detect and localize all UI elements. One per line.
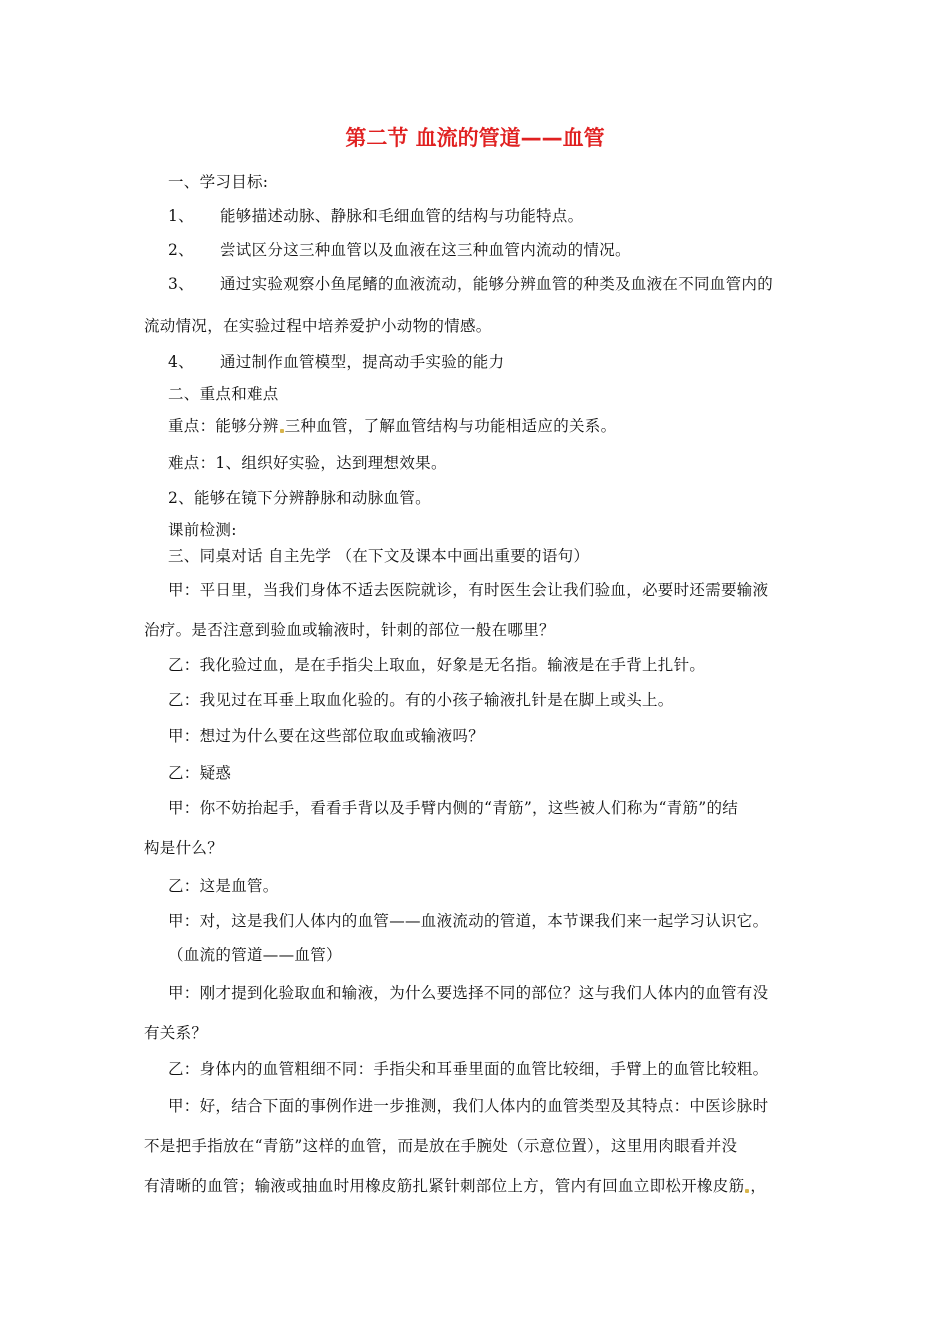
section-heading: 一、学习目标: bbox=[168, 173, 269, 191]
dialog-line: 治疗。是否注意到验血或输液时，针刺的部位一般在哪里？ bbox=[144, 621, 555, 639]
section-heading: 二、重点和难点 bbox=[168, 385, 279, 403]
goal-number: 2、 bbox=[168, 241, 194, 259]
goal-text: 通过实验观察小鱼尾鳍的血液流动，能够分辨血管的种类及血液在不同血管内的 bbox=[220, 275, 774, 293]
dialog-line: 乙：我见过在耳垂上取血化验的。有的小孩子输液扎针是在脚上或头上。 bbox=[168, 691, 674, 709]
dialog-line: 甲：对，这是我们人体内的血管——血液流动的管道，本节课我们来一起学习认识它。 bbox=[168, 912, 769, 930]
dialog-line: 甲：你不妨抬起手，看看手背以及手臂内侧的“青筋”，这些被人们称为“青筋”的结 bbox=[168, 799, 739, 817]
key-point-label: 重点：能够分辨 bbox=[168, 417, 279, 435]
mark-dot bbox=[745, 1189, 749, 1193]
dialog-line: 有关系？ bbox=[144, 1024, 208, 1042]
key-point-text: 三种血管，了解血管结构与功能相适应的关系。 bbox=[284, 417, 617, 435]
dialog-line: 乙：身体内的血管粗细不同：手指尖和耳垂里面的血管比较细，手臂上的血管比较粗。 bbox=[168, 1060, 769, 1078]
paragraph-line: 2、能够在镜下分辨静脉和动脉血管。 bbox=[168, 489, 431, 507]
dialog-line: 甲：想过为什么要在这些部位取血或输液吗？ bbox=[168, 727, 485, 745]
dialog-line: 甲：平日里，当我们身体不适去医院就诊，有时医生会让我们验血，必要时还需要输液 bbox=[168, 581, 769, 599]
paragraph-line: 流动情况，在实验过程中培养爱护小动物的情感。 bbox=[144, 317, 492, 335]
dialog-line: 乙：我化验过血，是在手指尖上取血，好象是无名指。输液是在手背上扎针。 bbox=[168, 656, 706, 674]
dialog-text: 有清晰的血管；输液或抽血时用橡皮筋扎紧针刺部位上方，管内有回血立即松开橡皮筋 bbox=[144, 1177, 745, 1195]
dialog-line bbox=[144, 1176, 766, 1196]
page-title: 第二节 血流的管道——血管 bbox=[345, 126, 605, 150]
paragraph-line: 难点：1、组织好实验，达到理想效果。 bbox=[168, 454, 447, 472]
dialog-line: 构是什么？ bbox=[144, 839, 224, 857]
dialog-line: 乙：疑惑 bbox=[168, 764, 232, 782]
dialog-line: 乙：这是血管。 bbox=[168, 877, 279, 895]
paragraph-line: 课前检测: bbox=[168, 521, 237, 539]
goal-text: 通过制作血管模型，提高动手实验的能力 bbox=[220, 353, 505, 371]
goal-text: 能够描述动脉、静脉和毛细血管的结构与功能特点。 bbox=[220, 207, 584, 225]
dialog-line: 甲：好，结合下面的事例作进一步推测，我们人体内的血管类型及其特点：中医诊脉时 bbox=[168, 1097, 769, 1115]
goal-item bbox=[168, 274, 773, 294]
goal-item bbox=[168, 206, 583, 226]
goal-text: 尝试区分这三种血管以及血液在这三种血管内流动的情况。 bbox=[220, 241, 631, 259]
goal-number: 1、 bbox=[168, 207, 194, 225]
dialog-line: （血流的管道——血管） bbox=[168, 946, 342, 964]
paragraph-line bbox=[168, 416, 616, 436]
goal-item bbox=[168, 240, 631, 260]
goal-number: 3、 bbox=[168, 275, 194, 293]
dialog-line: 不是把手指放在“青筋”这样的血管，而是放在手腕处（示意位置），这里用肉眼看并没 bbox=[144, 1137, 738, 1155]
dialog-line: 甲：刚才提到化验取血和输液，为什么要选择不同的部位？这与我们人体内的血管有没 bbox=[168, 984, 769, 1002]
dialog-punctuation: ， bbox=[750, 1177, 767, 1195]
mark-dot bbox=[280, 429, 284, 433]
goal-number: 4、 bbox=[168, 353, 194, 371]
goal-item bbox=[168, 352, 504, 372]
section-heading: 三、同桌对话 自主先学 （在下文及课本中画出重要的语句） bbox=[168, 547, 590, 565]
